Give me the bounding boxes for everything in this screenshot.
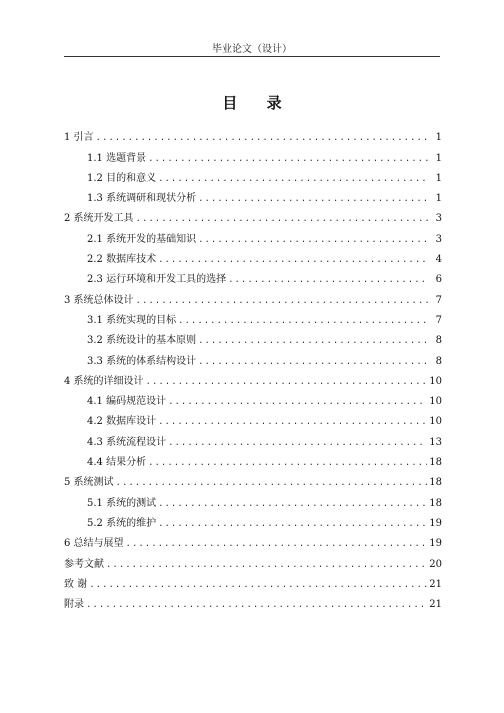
toc-entry-title: 4.1 编码规范设计	[87, 396, 167, 408]
toc-entry-page: 3	[435, 213, 442, 225]
dot-leader	[158, 518, 427, 530]
toc-entry-page: 21	[429, 578, 442, 590]
toc-entry[interactable]	[64, 489, 442, 509]
toc-entry-title: 2 系统开发工具	[64, 213, 134, 225]
toc-entry[interactable]	[64, 591, 442, 611]
toc-entry[interactable]	[64, 550, 442, 570]
toc-entry[interactable]	[64, 571, 442, 591]
dot-leader	[146, 376, 428, 388]
dot-leader	[198, 335, 428, 347]
dot-leader	[168, 437, 427, 449]
toc-entry-page: 1	[435, 132, 442, 144]
toc-entry-page: 4	[435, 254, 442, 266]
toc-entry-title: 4.2 数据库设计	[87, 416, 157, 428]
toc-entry-title: 6 总结与展望	[64, 538, 124, 550]
toc-entry-title: 4.4 结果分析	[87, 457, 147, 469]
toc-entry[interactable]	[64, 408, 442, 428]
page-header: 毕业论文（设计）	[212, 44, 292, 55]
toc-entry-page: 10	[429, 396, 442, 408]
toc-entry-title: 1.1 选题背景	[87, 152, 147, 164]
toc-entry[interactable]	[64, 225, 442, 245]
toc-entry[interactable]	[64, 205, 442, 225]
toc-entry-title: 2.2 数据库技术	[87, 254, 157, 266]
toc-entry-page: 13	[429, 436, 442, 448]
header-rule	[64, 56, 440, 57]
toc-entry[interactable]	[64, 469, 442, 489]
toc-entry-title: 致 谢	[64, 578, 88, 590]
toc-entry-page: 18	[429, 477, 442, 489]
toc-entry-title: 2.1 系统开发的基础知识	[87, 233, 197, 245]
toc-entry-page: 21	[429, 599, 442, 611]
toc-entry-title: 4.3 系统流程设计	[87, 436, 167, 448]
toc-entry-page: 10	[429, 416, 442, 428]
toc-entry-title: 3 系统总体设计	[64, 294, 134, 306]
toc-entry-page: 1	[435, 152, 442, 164]
dot-leader	[158, 173, 428, 185]
toc-entry[interactable]	[64, 327, 442, 347]
dot-leader	[86, 599, 427, 611]
dot-leader	[198, 234, 428, 246]
toc-entry-page: 20	[429, 558, 442, 570]
toc-entry[interactable]	[64, 124, 442, 144]
toc-entry[interactable]	[64, 388, 442, 408]
toc-entry[interactable]	[64, 428, 442, 448]
toc-entry[interactable]	[64, 530, 442, 550]
toc-entry-title: 3.1 系统实现的目标	[87, 314, 177, 326]
dot-leader	[136, 213, 428, 225]
toc-entry-page: 7	[435, 294, 442, 306]
toc-entry-title: 5 系统测试	[64, 477, 114, 489]
toc-entry[interactable]	[64, 368, 442, 388]
toc-entry-title: 参考文献	[64, 558, 104, 570]
dot-leader	[89, 579, 427, 591]
toc-entry-page: 3	[435, 233, 442, 245]
dot-leader	[158, 498, 427, 510]
dot-leader	[148, 153, 428, 165]
dot-leader	[158, 416, 427, 428]
toc-entry-title: 3.3 系统的体系结构设计	[87, 355, 197, 367]
toc-entry-page: 8	[435, 335, 442, 347]
toc-entry-title: 1 引言	[64, 132, 94, 144]
toc-entry[interactable]	[64, 286, 442, 306]
toc-entry[interactable]	[64, 510, 442, 530]
dot-leader	[158, 254, 428, 266]
toc-entry-page: 1	[435, 193, 442, 205]
toc-entry-title: 1.3 系统调研和现状分析	[87, 193, 197, 205]
toc-entry-page: 7	[435, 314, 442, 326]
toc-entry-page: 10	[429, 375, 442, 387]
toc-entry-page: 18	[429, 497, 442, 509]
toc-entry-page: 18	[429, 457, 442, 469]
dot-leader	[106, 559, 427, 571]
dot-leader	[126, 538, 428, 550]
toc-entry[interactable]	[64, 449, 442, 469]
dot-leader	[116, 477, 428, 489]
toc-entry-page: 1	[435, 172, 442, 184]
toc-entry-page: 19	[429, 517, 442, 529]
toc-entry[interactable]	[64, 246, 442, 266]
toc-entry-title: 4 系统的详细设计	[64, 375, 144, 387]
dot-leader	[96, 132, 428, 144]
toc-entry-title: 3.2 系统设计的基本原则	[87, 335, 197, 347]
toc-entry-page: 8	[435, 355, 442, 367]
toc-entry-title: 5.2 系统的维护	[87, 517, 157, 529]
toc-entry-title: 2.3 运行环境和开发工具的选择	[87, 274, 227, 286]
toc-entry[interactable]	[64, 144, 442, 164]
toc-entry[interactable]	[64, 165, 442, 185]
toc-title: 目 录	[222, 94, 294, 112]
dot-leader	[136, 295, 428, 307]
toc-entry-title: 附录	[64, 599, 84, 611]
toc-entry[interactable]	[64, 347, 442, 367]
table-of-contents	[64, 124, 442, 611]
toc-entry[interactable]	[64, 307, 442, 327]
dot-leader	[168, 396, 427, 408]
dot-leader	[198, 193, 428, 205]
toc-entry-title: 5.1 系统的测试	[87, 497, 157, 509]
toc-entry[interactable]	[64, 185, 442, 205]
toc-entry-page: 19	[429, 538, 442, 550]
dot-leader	[178, 315, 428, 327]
toc-entry-page: 6	[435, 274, 442, 286]
dot-leader	[198, 356, 428, 368]
dot-leader	[228, 274, 428, 286]
toc-entry[interactable]	[64, 266, 442, 286]
dot-leader	[148, 457, 427, 469]
toc-entry-title: 1.2 目的和意义	[87, 172, 157, 184]
